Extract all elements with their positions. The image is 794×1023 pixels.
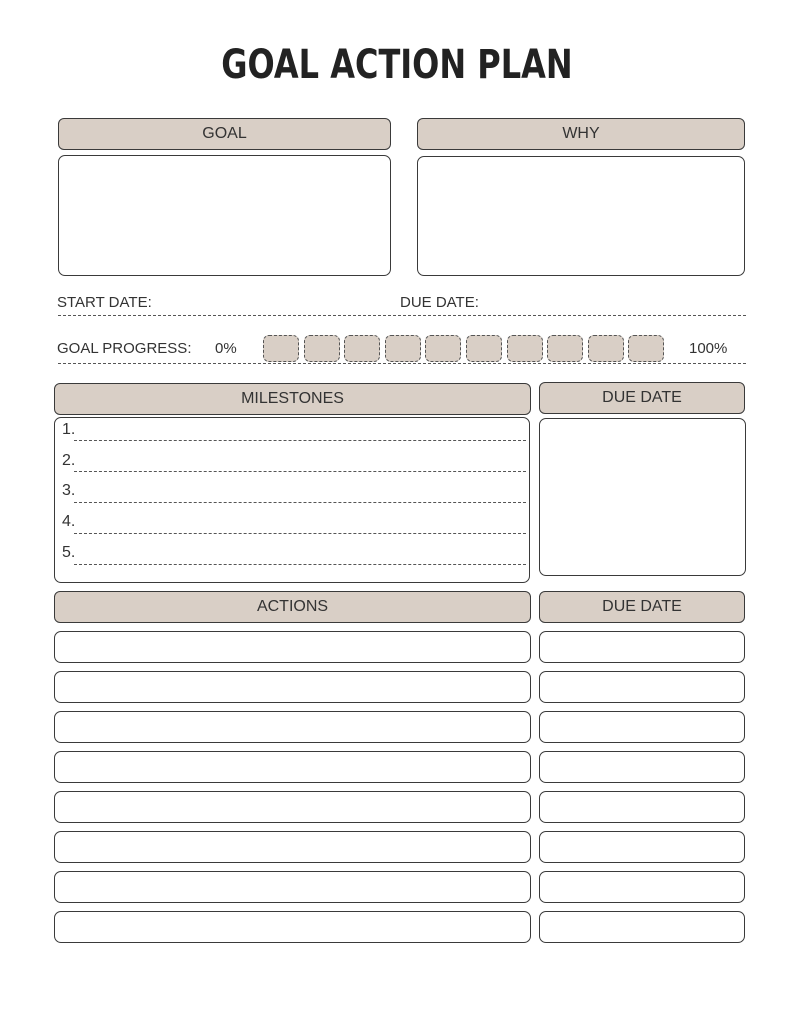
progress-cell-10[interactable]: [628, 335, 664, 362]
action-field-3[interactable]: [54, 711, 531, 743]
action-field-1[interactable]: [54, 631, 531, 663]
why-header: [417, 118, 745, 150]
action-due-field-2[interactable]: [539, 671, 745, 703]
action-due-field-6[interactable]: [539, 831, 745, 863]
action-due-field-1[interactable]: [539, 631, 745, 663]
milestones-header: [54, 383, 531, 415]
milestones-list: [54, 417, 530, 583]
milestone-line-1[interactable]: [74, 440, 526, 441]
milestone-line-5[interactable]: [74, 564, 526, 565]
action-field-2[interactable]: [54, 671, 531, 703]
date-line[interactable]: [58, 315, 746, 316]
action-field-7[interactable]: [54, 871, 531, 903]
actions-header-label: ACTIONS: [256, 598, 329, 615]
progress-max-label: 100%: [689, 340, 728, 357]
milestone-number-4: 4.: [62, 513, 76, 530]
progress-cell-2[interactable]: [304, 335, 340, 362]
progress-cell-9[interactable]: [588, 335, 624, 362]
action-due-field-3[interactable]: [539, 711, 745, 743]
progress-min-label: 0%: [215, 340, 237, 357]
milestone-line-2[interactable]: [74, 471, 526, 472]
milestones-due-header-label: DUE DATE: [602, 389, 682, 406]
progress-cell-3[interactable]: [344, 335, 380, 362]
action-field-8[interactable]: [54, 911, 531, 943]
actions-header: [54, 591, 531, 623]
milestones-due-field[interactable]: [539, 418, 746, 576]
start-date-label: START DATE:: [57, 294, 152, 311]
action-due-field-5[interactable]: [539, 791, 745, 823]
progress-cell-1[interactable]: [263, 335, 299, 362]
milestones-due-header: [539, 382, 745, 414]
progress-cell-8[interactable]: [547, 335, 583, 362]
progress-line: [58, 363, 746, 364]
action-due-field-4[interactable]: [539, 751, 745, 783]
progress-cell-5[interactable]: [425, 335, 461, 362]
why-field[interactable]: [417, 156, 745, 276]
why-header-label: WHY: [562, 125, 600, 142]
actions-due-header: [539, 591, 745, 623]
milestones-header-label: MILESTONES: [241, 390, 344, 407]
milestone-number-1: 1.: [62, 421, 76, 438]
due-date-label: DUE DATE:: [400, 294, 479, 311]
goal-progress-label: GOAL PROGRESS:: [57, 340, 192, 357]
action-due-field-8[interactable]: [539, 911, 745, 943]
action-due-field-7[interactable]: [539, 871, 745, 903]
milestone-number-3: 3.: [62, 482, 76, 499]
milestone-line-4[interactable]: [74, 533, 526, 534]
action-field-5[interactable]: [54, 791, 531, 823]
milestone-number-5: 5.: [62, 544, 76, 561]
goal-field[interactable]: [58, 155, 391, 276]
action-field-6[interactable]: [54, 831, 531, 863]
milestone-line-3[interactable]: [74, 502, 526, 503]
goal-header-label: GOAL: [202, 125, 247, 142]
page-title: GOAL ACTION PLAN: [221, 42, 573, 88]
action-field-4[interactable]: [54, 751, 531, 783]
actions-due-header-label: DUE DATE: [602, 598, 682, 615]
progress-cell-7[interactable]: [507, 335, 543, 362]
progress-cell-6[interactable]: [466, 335, 502, 362]
progress-cell-4[interactable]: [385, 335, 421, 362]
goal-header: [58, 118, 391, 150]
milestone-number-2: 2.: [62, 452, 76, 469]
